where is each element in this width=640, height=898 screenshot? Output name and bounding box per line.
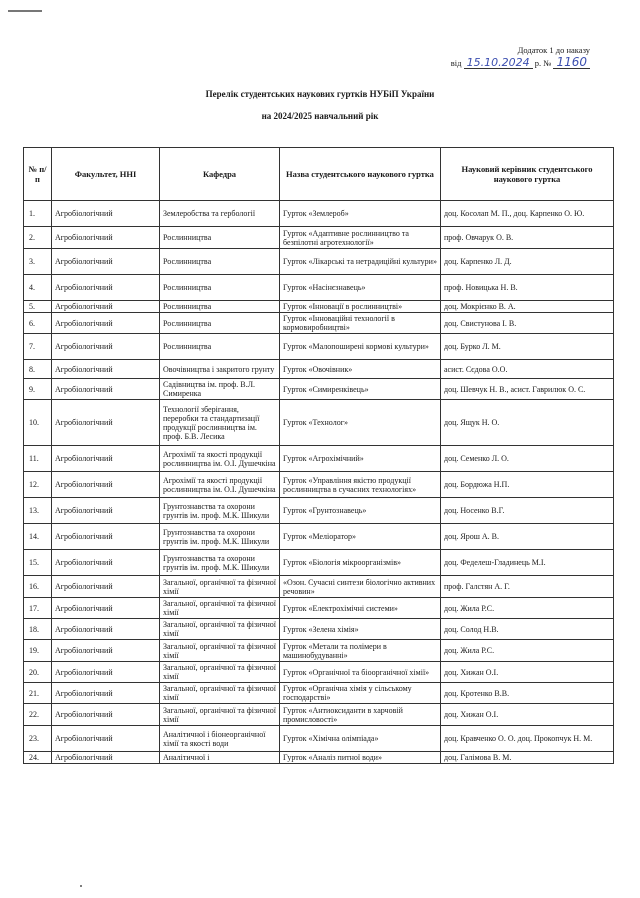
cell-circle: Гурток «Землероб»: [280, 201, 441, 227]
cell-circle: Гурток «Симиренківець»: [280, 379, 441, 400]
cell-department: Землеробства та гербології: [160, 201, 280, 227]
cell-supervisor: доц. Хижан О.І.: [441, 704, 614, 726]
cell-faculty: Агробіологічний: [52, 301, 160, 313]
cell-supervisor: доц. Солод Н.В.: [441, 619, 614, 640]
cell-circle: Гурток «Меліоратор»: [280, 524, 441, 550]
cell-supervisor: доц. Галімова В. М.: [441, 752, 614, 764]
cell-circle: Гурток «Електрохімічні системи»: [280, 598, 441, 619]
document-title: Перелік студентських наукових гуртків НУБіП України: [205, 89, 435, 99]
cell-faculty: Агробіологічний: [52, 249, 160, 275]
table-row: [24, 683, 614, 704]
cell-num: 20.: [24, 662, 52, 683]
cell-num: 15.: [24, 550, 52, 576]
cell-num: 19.: [24, 640, 52, 662]
appendix-header: [451, 45, 590, 69]
table-row: [24, 275, 614, 301]
cell-supervisor: доц. Жила Р.С.: [441, 640, 614, 662]
cell-circle: Гурток «Органічної та біоорганічної хімії»: [280, 662, 441, 683]
document-subtitle: на 2024/2025 навчальний рік: [261, 111, 379, 121]
cell-faculty: Агробіологічний: [52, 227, 160, 249]
cell-circle: Гурток «Аналіз питної води»: [280, 752, 441, 764]
cell-faculty: Агробіологічний: [52, 619, 160, 640]
cell-department: Рослинництва: [160, 334, 280, 360]
table-row: [24, 640, 614, 662]
number-prefix: р. №: [534, 58, 552, 68]
cell-faculty: Агробіологічний: [52, 662, 160, 683]
cell-department: Загальної, органічної та фізичної хімії: [160, 640, 280, 662]
table-row: [24, 662, 614, 683]
cell-department: Загальної, органічної та фізичної хімії: [160, 662, 280, 683]
table-row: [24, 619, 614, 640]
table-row: [24, 201, 614, 227]
header-faculty: Факультет, ННІ: [52, 148, 160, 201]
cell-num: 2.: [24, 227, 52, 249]
table-row: [24, 524, 614, 550]
appendix-date-line: [451, 57, 590, 69]
cell-num: 13.: [24, 498, 52, 524]
cell-num: 11.: [24, 446, 52, 472]
cell-supervisor: доц. Мокрієнко В. А.: [441, 301, 614, 313]
table-row: [24, 400, 614, 446]
table-row: [24, 752, 614, 764]
cell-department: Аналітичної і біонеорганічної хімії та якості води: [160, 726, 280, 752]
cell-supervisor: доц. Кравченко О. О. доц. Прокопчук Н. М.: [441, 726, 614, 752]
cell-circle: Гурток «Грунтознавець»: [280, 498, 441, 524]
table-row: [24, 301, 614, 313]
cell-supervisor: доц. Шевчук Н. В., асист. Гаврилюк О. С.: [441, 379, 614, 400]
cell-circle: Гурток «Малопоширені кормові культури»: [280, 334, 441, 360]
table-row: [24, 334, 614, 360]
table-row: [24, 704, 614, 726]
cell-supervisor: доц. Хижан О.І.: [441, 662, 614, 683]
cell-supervisor: доц. Бурко Л. М.: [441, 334, 614, 360]
cell-circle: Гурток «Управління якістю продукції рослинництва в сучасних технологіях»: [280, 472, 441, 498]
cell-department: Грунтознавства та охорони грунтів ім. проф. М.К. Шикули: [160, 524, 280, 550]
cell-circle: Гурток «Зелена хімія»: [280, 619, 441, 640]
cell-faculty: Агробіологічний: [52, 446, 160, 472]
table-row: [24, 379, 614, 400]
cell-supervisor: доц. Жила Р.С.: [441, 598, 614, 619]
cell-circle: Гурток «Антиоксиданти в харчовій промисловості»: [280, 704, 441, 726]
table-header-row: [24, 148, 614, 201]
cell-faculty: Агробіологічний: [52, 313, 160, 334]
appendix-label: Додаток 1 до наказу: [517, 45, 590, 55]
cell-num: 10.: [24, 400, 52, 446]
cell-num: 1.: [24, 201, 52, 227]
cell-faculty: Агробіологічний: [52, 550, 160, 576]
cell-circle: Гурток «Лікарські та нетрадиційні культури»: [280, 249, 441, 275]
cell-faculty: Агробіологічний: [52, 379, 160, 400]
cell-supervisor: доц. Карпенко Л. Д.: [441, 249, 614, 275]
cell-department: Овочівництва і закритого грунту: [160, 360, 280, 379]
cell-faculty: Агробіологічний: [52, 683, 160, 704]
cell-supervisor: доц. Кротенко В.В.: [441, 683, 614, 704]
table-row: [24, 313, 614, 334]
table-row: [24, 472, 614, 498]
cell-department: Технології зберігання, переробки та стандартизації продукції рослинництва ім. проф. Б.В. Лесика: [160, 400, 280, 446]
cell-faculty: Агробіологічний: [52, 524, 160, 550]
cell-department: Агрохімії та якості продукції рослинництва ім. О.І. Душечкіна: [160, 472, 280, 498]
cell-department: Загальної, органічної та фізичної хімії: [160, 619, 280, 640]
cell-num: 14.: [24, 524, 52, 550]
handwritten-order-number: 1160: [553, 57, 590, 69]
cell-department: Аналітичної і: [160, 752, 280, 764]
cell-department: Рослинництва: [160, 249, 280, 275]
cell-department: Грунтознавства та охорони грунтів ім. проф. М.К. Шикули: [160, 550, 280, 576]
cell-department: Рослинництва: [160, 227, 280, 249]
header-supervisor: Науковий керівник студентського наукового гуртка: [441, 148, 614, 201]
cell-department: Грунтознавства та охорони грунтів ім. проф. М.К. Шикули: [160, 498, 280, 524]
table-row: [24, 576, 614, 598]
circles-table: [23, 147, 614, 764]
cell-supervisor: доц. Ярош А. В.: [441, 524, 614, 550]
cell-num: 9.: [24, 379, 52, 400]
cell-supervisor: проф. Овчарук О. В.: [441, 227, 614, 249]
table-row: [24, 360, 614, 379]
cell-supervisor: доц. Семенко Л. О.: [441, 446, 614, 472]
cell-supervisor: асист. Сєдова О.О.: [441, 360, 614, 379]
header-department: Кафедра: [160, 148, 280, 201]
cell-faculty: Агробіологічний: [52, 752, 160, 764]
cell-circle: Гурток «Адаптивне рослинництво та безпілотні агротехнології»: [280, 227, 441, 249]
cell-faculty: Агробіологічний: [52, 640, 160, 662]
scan-speck: [80, 885, 82, 887]
cell-faculty: Агробіологічний: [52, 334, 160, 360]
cell-circle: Гурток «Органічна хімія у сільському господарстві»: [280, 683, 441, 704]
cell-circle: Гурток «Технолог»: [280, 400, 441, 446]
cell-supervisor: доц. Носенко В.Г.: [441, 498, 614, 524]
cell-circle: Гурток «Овочівник»: [280, 360, 441, 379]
cell-num: 22.: [24, 704, 52, 726]
cell-department: Загальної, органічної та фізичної хімії: [160, 598, 280, 619]
cell-supervisor: доц. Ящук Н. О.: [441, 400, 614, 446]
cell-num: 8.: [24, 360, 52, 379]
cell-num: 16.: [24, 576, 52, 598]
header-circle: Назва студентського наукового гуртка: [280, 148, 441, 201]
cell-supervisor: проф. Галстян А. Г.: [441, 576, 614, 598]
cell-department: Рослинництва: [160, 301, 280, 313]
cell-faculty: Агробіологічний: [52, 726, 160, 752]
cell-num: 7.: [24, 334, 52, 360]
cell-circle: Гурток «Хімічна олімпіада»: [280, 726, 441, 752]
cell-department: Агрохімії та якості продукції рослинництва ім. О.І. Душечкіна: [160, 446, 280, 472]
cell-num: 3.: [24, 249, 52, 275]
cell-department: Загальної, органічної та фізичної хімії: [160, 576, 280, 598]
scan-artifact-line: [8, 10, 42, 12]
header-num: № п/п: [24, 148, 52, 201]
cell-circle: Гурток «Агрохімічний»: [280, 446, 441, 472]
cell-department: Загальної, органічної та фізичної хімії: [160, 704, 280, 726]
cell-num: 17.: [24, 598, 52, 619]
cell-department: Садівництва ім. проф. В.Л. Симиренка: [160, 379, 280, 400]
table-row: [24, 249, 614, 275]
cell-faculty: Агробіологічний: [52, 400, 160, 446]
table-row: [24, 726, 614, 752]
cell-num: 24.: [24, 752, 52, 764]
table-row: [24, 550, 614, 576]
cell-supervisor: проф. Новицька Н. В.: [441, 275, 614, 301]
cell-circle: Гурток «Насінєзнавець»: [280, 275, 441, 301]
cell-num: 21.: [24, 683, 52, 704]
table-row: [24, 446, 614, 472]
cell-faculty: Агробіологічний: [52, 201, 160, 227]
cell-circle: Гурток «Інновації в рослинництві»: [280, 301, 441, 313]
cell-department: Рослинництва: [160, 313, 280, 334]
table-row: [24, 598, 614, 619]
date-prefix: від: [450, 58, 462, 68]
cell-num: 5.: [24, 301, 52, 313]
cell-circle: Гурток «Інноваційні технології в кормовиробництві»: [280, 313, 441, 334]
cell-department: Рослинництва: [160, 275, 280, 301]
cell-supervisor: доц. Бордюжа Н.П.: [441, 472, 614, 498]
handwritten-date: 15.10.2024: [464, 57, 533, 69]
cell-num: 6.: [24, 313, 52, 334]
table-row: [24, 227, 614, 249]
cell-faculty: Агробіологічний: [52, 275, 160, 301]
cell-faculty: Агробіологічний: [52, 598, 160, 619]
cell-num: 12.: [24, 472, 52, 498]
cell-faculty: Агробіологічний: [52, 498, 160, 524]
cell-num: 23.: [24, 726, 52, 752]
cell-department: Загальної, органічної та фізичної хімії: [160, 683, 280, 704]
cell-supervisor: доц. Феделеш-Гладинець М.І.: [441, 550, 614, 576]
cell-circle: «Озон. Сучасні синтези біологічно активних речовин»: [280, 576, 441, 598]
cell-supervisor: доц. Косолап М. П., доц. Карпенко О. Ю.: [441, 201, 614, 227]
cell-faculty: Агробіологічний: [52, 576, 160, 598]
cell-faculty: Агробіологічний: [52, 704, 160, 726]
cell-num: 4.: [24, 275, 52, 301]
cell-num: 18.: [24, 619, 52, 640]
cell-circle: Гурток «Метали та полімери в машинобудуванні»: [280, 640, 441, 662]
table-row: [24, 498, 614, 524]
cell-faculty: Агробіологічний: [52, 472, 160, 498]
cell-faculty: Агробіологічний: [52, 360, 160, 379]
cell-supervisor: доц. Свистунова І. В.: [441, 313, 614, 334]
cell-circle: Гурток «Біологія мікроорганізмів»: [280, 550, 441, 576]
